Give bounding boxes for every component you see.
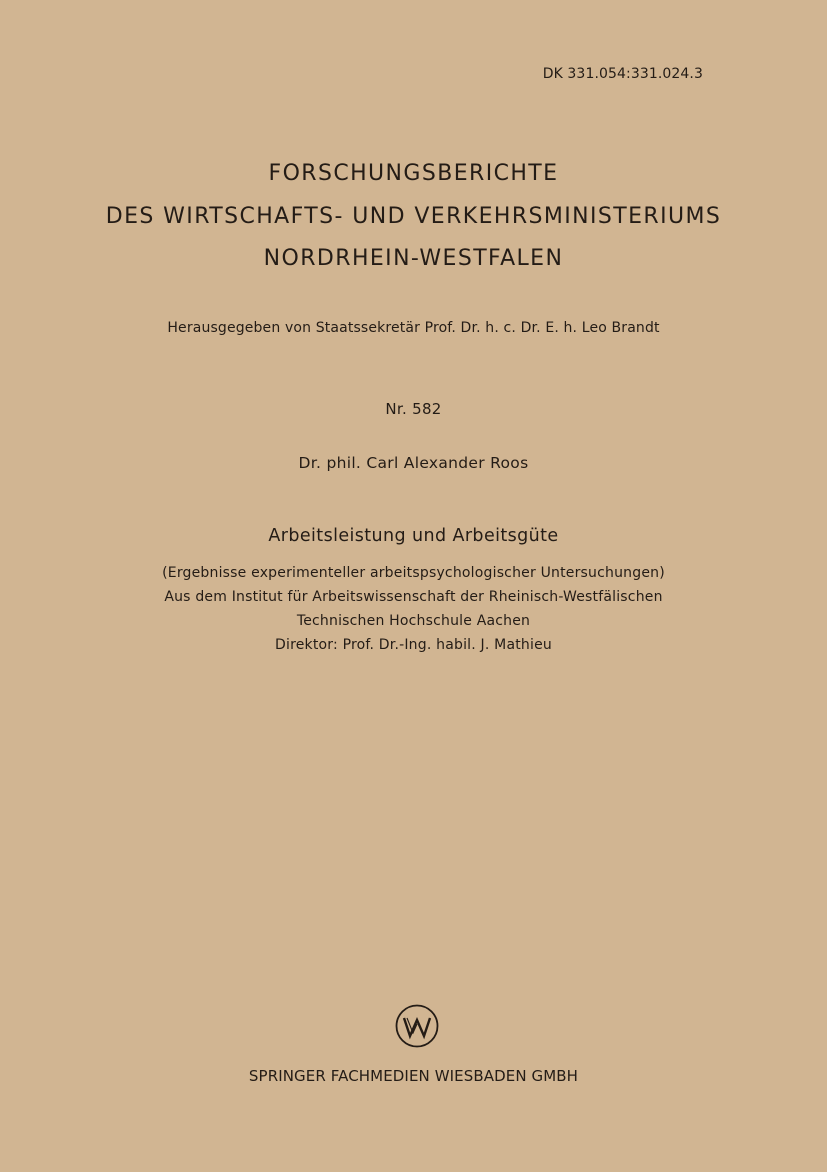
institute-line-2: Technischen Hochschule Aachen (296, 613, 531, 629)
classification-code: DK 331.054:331.024.3 (542, 66, 703, 82)
subtitle: (Ergebnisse experimenteller arbeitspsychologischer Untersuchungen) (162, 565, 665, 581)
series-title-line-2: DES WIRTSCHAFTS- UND VERKEHRSMINISTERIUMS (105, 204, 722, 229)
publisher-imprint: SPRINGER FACHMEDIEN WIESBADEN GMBH (248, 1067, 579, 1085)
volume-number: Nr. 582 (385, 400, 442, 418)
institute-director: Direktor: Prof. Dr.-Ing. habil. J. Mathieu (275, 637, 552, 653)
author-name: Dr. phil. Carl Alexander Roos (298, 454, 529, 472)
series-title-line-3: NORDRHEIN-WESTFALEN (263, 246, 564, 271)
book-title: Arbeitsleistung und Arbeitsgüte (268, 526, 559, 546)
editor-line: Herausgegeben von Staatssekretär Prof. Dr. h. c. Dr. E. h. Leo Brandt (167, 320, 660, 336)
institute-line-1: Aus dem Institut für Arbeitswissenschaft der Rheinisch-Westfälischen (164, 589, 663, 605)
springer-vw-logo-icon (395, 1004, 439, 1048)
series-title-line-1: FORSCHUNGSBERICHTE (268, 161, 559, 186)
